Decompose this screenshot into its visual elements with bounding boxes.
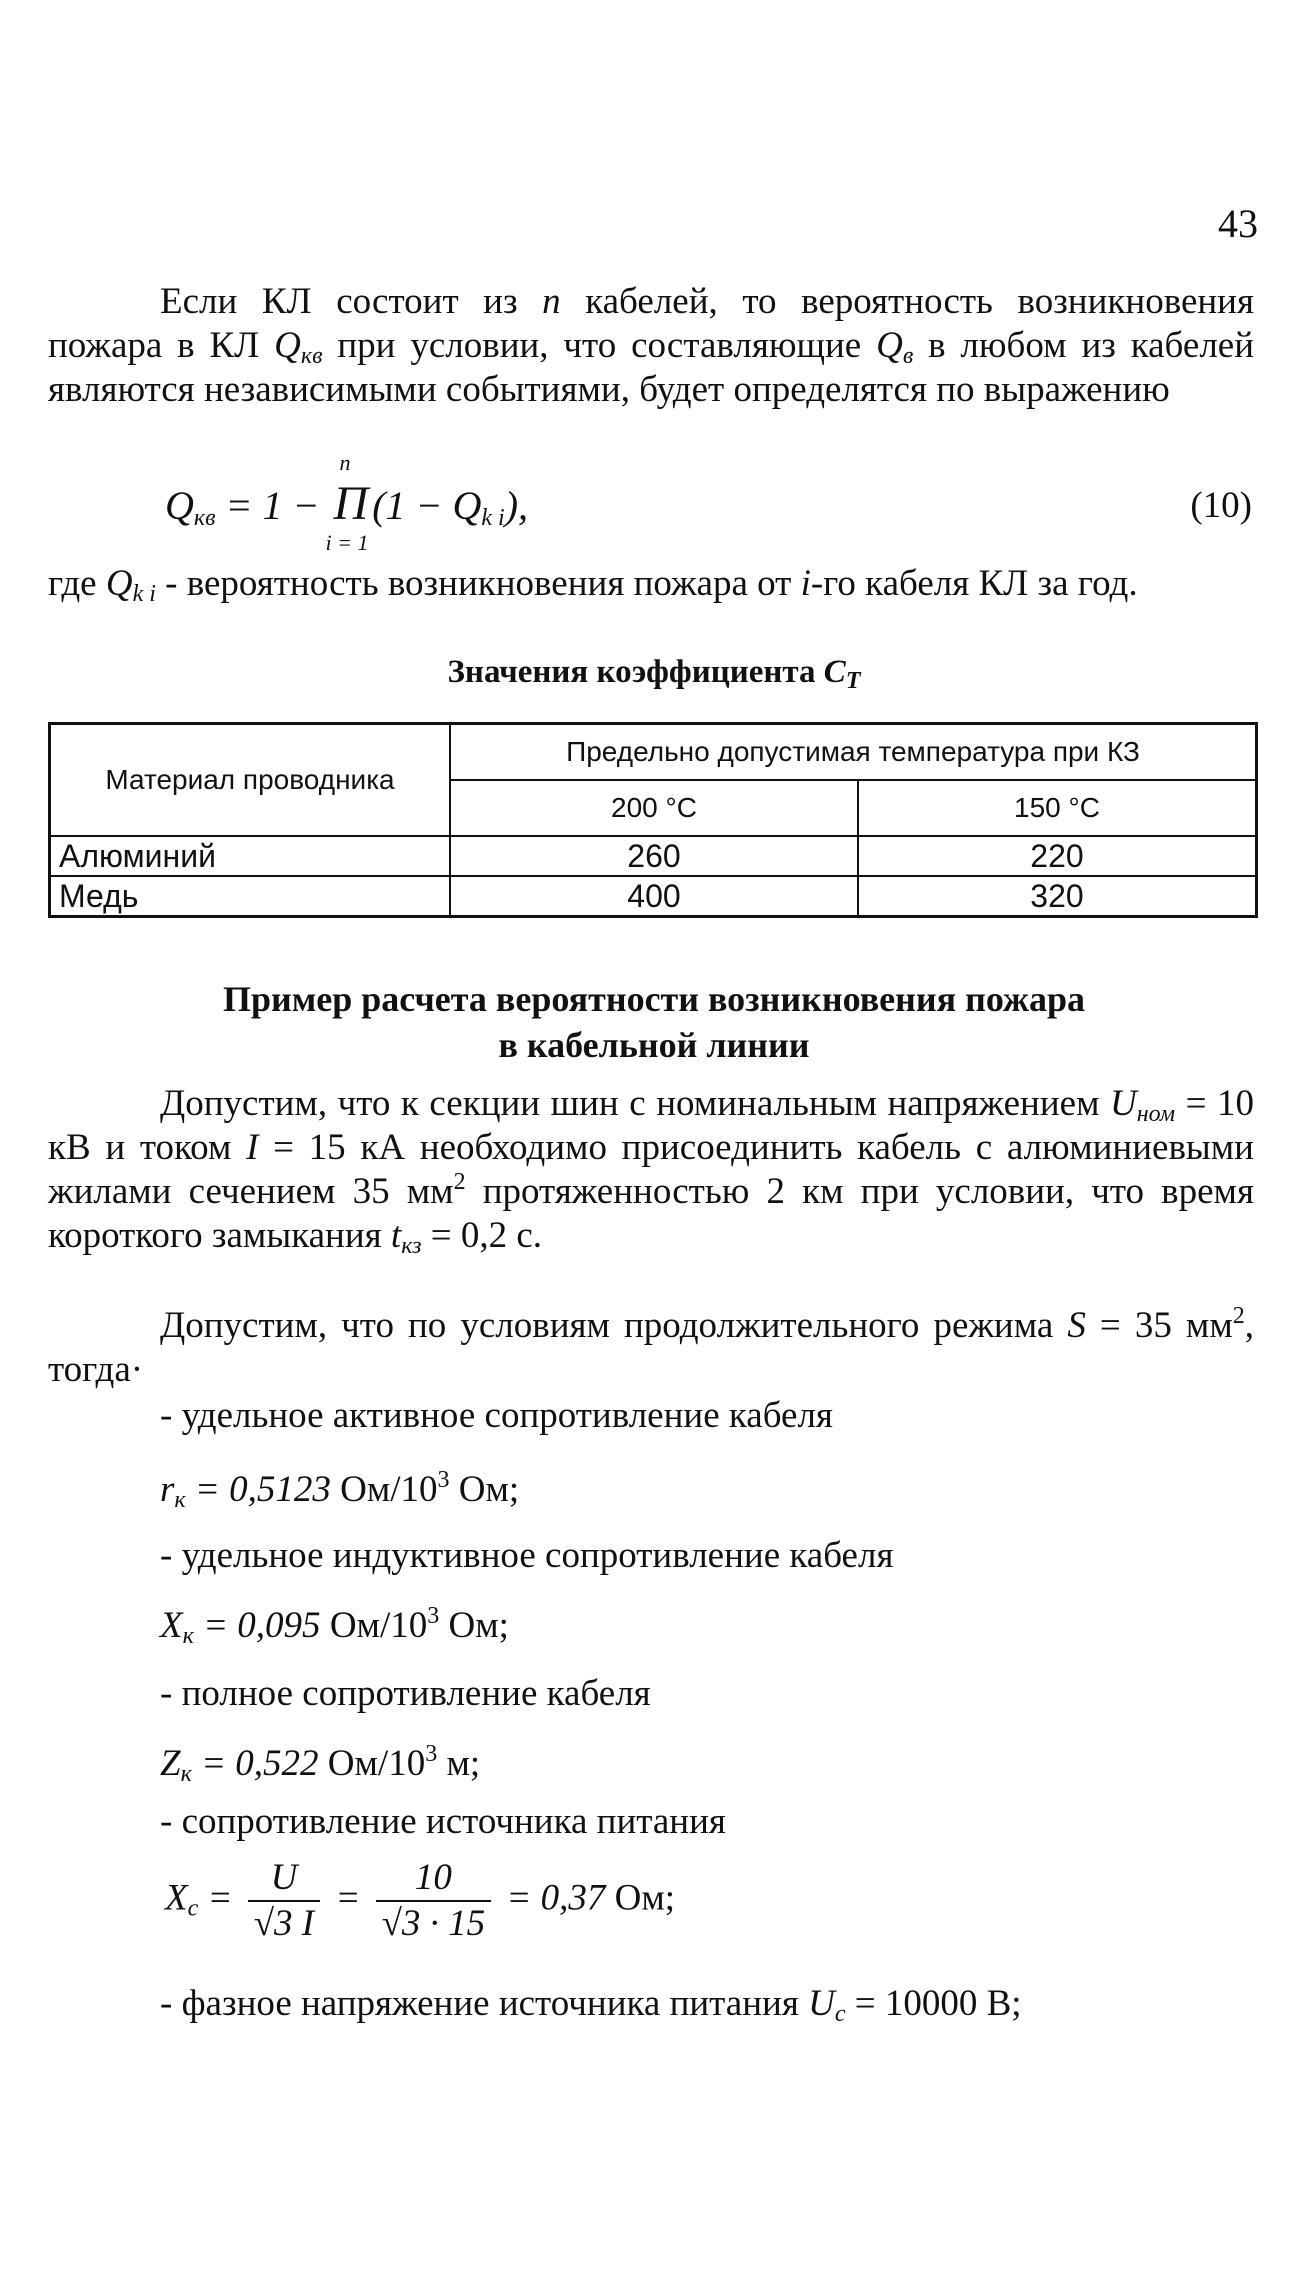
cell-value: 220 xyxy=(858,836,1257,876)
item-full-resistance-label: - полное сопротивление кабеля xyxy=(160,1673,651,1714)
table-header-row xyxy=(50,724,1257,781)
item-inductive-resistance-value: $X_к = 0,095$ $Ом/10^3$ Ом; xyxy=(160,1603,509,1649)
section-title: Пример расчета вероятности возникновения пожара в кабельной линии xyxy=(222,979,1086,1065)
table-row xyxy=(50,836,1257,876)
item-phase-voltage: - фазное напряжение источника питания $U_c = 10000$ В; xyxy=(160,1983,1022,2027)
header-150: 150 °С xyxy=(858,780,1257,836)
page-number: 43 xyxy=(1218,201,1258,246)
item-inductive-resistance-label: - удельное индуктивное сопротивление кабеля xyxy=(160,1535,894,1576)
cell-value: 320 xyxy=(858,876,1257,917)
cell-value: 400 xyxy=(450,876,858,917)
header-material: Материал проводника xyxy=(50,724,451,837)
item-full-resistance-value: $Z_к = 0,522$ $Ом/10^3$ м; xyxy=(160,1741,481,1787)
item-active-resistance-label: - удельное активное сопротивление кабеля xyxy=(160,1395,833,1436)
fraction-u-over-sqrt3-i: $\frac{U}{√3 I}$ xyxy=(248,1856,320,1946)
cell-material: Алюминий xyxy=(50,836,451,876)
header-200: 200 °С xyxy=(450,780,858,836)
equation-number: (10) xyxy=(1190,485,1252,526)
paragraph-example: Допустим, что к секции шин с номинальным напряжением $U_{ном} = 10$ кВ и током I = 15 кА необходимо присоединить кабель с алюминиевыми жилами сечением 35 $мм^2$ протяженностью 2 км при условии, что время короткого замыкания $t_{кз} = 0,2$ с. xyxy=(48,1083,1254,1259)
cell-value: 260 xyxy=(450,836,858,876)
paragraph-where: где $Q_{k i}$ - вероятность возникновения пожара от i-го кабеля КЛ за год. xyxy=(48,563,1138,607)
item-active-resistance-value: $r_к = 0,5123$ $Ом/10^3$ Ом; xyxy=(160,1467,520,1513)
product-operator: Π n i = 1 xyxy=(325,450,369,555)
equation-10: $Q_{кв} = 1 - \Pi$ n i = 1 $(1 - Q_{k i})$, xyxy=(165,450,529,555)
paragraph-cable-line: Если КЛ состоит из n кабелей, то вероятность возникновения пожара в КЛ $Q_{кв}$ при условии, что составляющие $Q_в$ в любом из кабелей являются независимыми событиями, будет определятся по выражению xyxy=(48,281,1255,410)
header-temperature: Предельно допустимая температура при КЗ xyxy=(450,724,1257,781)
table-row xyxy=(50,876,1257,917)
item-source-resistance-label: - сопротивление источника питания xyxy=(160,1801,726,1842)
paragraph-section: Допустим, что по условиям продолжительного режима S = 35 $мм^2$, тогда· xyxy=(48,1303,1254,1390)
cell-material: Медь xyxy=(50,876,451,917)
table-caption: Значения коэффициента $C_T$ xyxy=(447,654,861,694)
item-source-resistance-formula: $X_c$ = $\frac{U}{√3 I}$ = $\frac{10}{√3 \cdot 15}$ = 0,37 Ом; xyxy=(165,1857,676,1944)
fraction-10-over-sqrt3-15: $\frac{10}{√3 \cdot 15}$ xyxy=(376,1856,492,1946)
coefficient-table xyxy=(48,722,1258,918)
